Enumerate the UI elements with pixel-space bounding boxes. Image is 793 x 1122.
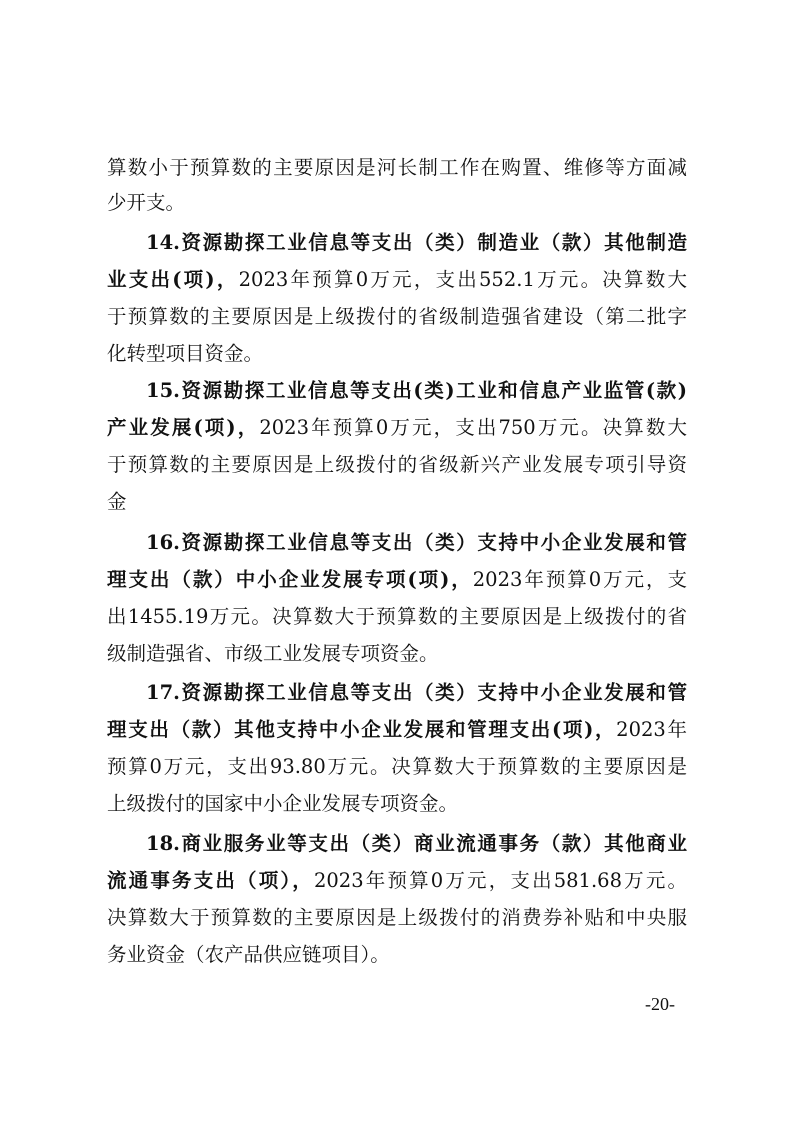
item-heading: 17.资源勘探工业信息等支出（类）支持中小企业发展和管 [146,681,687,704]
item-heading: 15.资源勘探工业信息等支出(类)工业和信息产业监管(款) [146,379,687,402]
p17-line-1 [146,677,687,709]
p14-line-1 [146,227,687,259]
p16-line-2 [107,564,687,596]
body-text: 预算0万元，支出93.80万元。决算数大于预算数的主要原因是 [107,755,687,778]
p16-line-1 [146,527,687,559]
body-text: 于预算数的主要原因是上级拨付的省级制造强省建设（第二批字 [107,305,687,328]
body-text: 少开支。 [107,191,186,214]
item-heading: 理支出（款）中小企业发展专项(项)， [107,568,473,591]
body-text: 出1455.19万元。决算数大于预算数的主要原因是上级拨付的省 [107,605,687,628]
page-number: -20- [645,994,675,1014]
p17-line-2 [107,714,687,746]
p13-line-2 [107,187,687,219]
p16-line-4 [107,638,687,670]
body-text: 2023年预算0万元，支出581.68万元。 [313,869,687,892]
body-text: 算数小于预算数的主要原因是河长制工作在购置、维修等方面减 [107,156,687,179]
p18-line-2 [107,865,687,897]
body-text: 决算数大于预算数的主要原因是上级拨付的消费券补贴和中央服 [107,906,687,929]
p15-line-3 [107,449,687,481]
p15-line-4 [107,486,687,518]
body-text: 化转型项目资金。 [107,342,264,365]
body-text: 金 [107,490,127,513]
body-text: 级制造强省、市级工业发展专项资金。 [107,642,439,665]
p14-line-4 [107,338,687,370]
p13-line-1 [107,152,687,184]
body-text: 2023年预算0万元，支出750万元。决算数大 [259,416,687,439]
item-heading: 流通事务支出（项）， [107,869,314,892]
item-heading: 16.资源勘探工业信息等支出（类）支持中小企业发展和管 [146,531,687,554]
body-text: 于预算数的主要原因是上级拨付的省级新兴产业发展专项引导资 [107,453,687,476]
body-text: 上级拨付的国家中小企业发展专项资金。 [107,792,459,815]
item-heading: 业支出(项)， [107,268,239,291]
item-heading: 18.商业服务业等支出（类）商业流通事务（款）其他商业 [146,832,687,855]
p15-line-2 [107,412,687,444]
p18-line-3 [107,902,687,934]
body-text: 2023年预算0万元，支 [472,568,687,591]
item-heading: 产业发展(项)， [107,416,260,439]
p14-line-2 [107,264,687,296]
p14-line-3 [107,301,687,333]
item-heading: 14.资源勘探工业信息等支出（类）制造业（款）其他制造 [146,231,687,254]
body-text: 2023年 [616,718,687,741]
p16-line-3 [107,601,687,633]
item-heading: 理支出（款）其他支持中小企业发展和管理支出(项)， [107,718,617,741]
p17-line-3 [107,751,687,783]
p18-line-1 [146,828,687,860]
p17-line-4 [107,788,687,820]
p18-line-4 [107,939,687,971]
p15-line-1 [146,375,687,407]
body-text: 2023年预算0万元，支出552.1万元。决算数大 [238,268,688,291]
body-text: 务业资金（农产品供应链项目）。 [107,943,390,966]
